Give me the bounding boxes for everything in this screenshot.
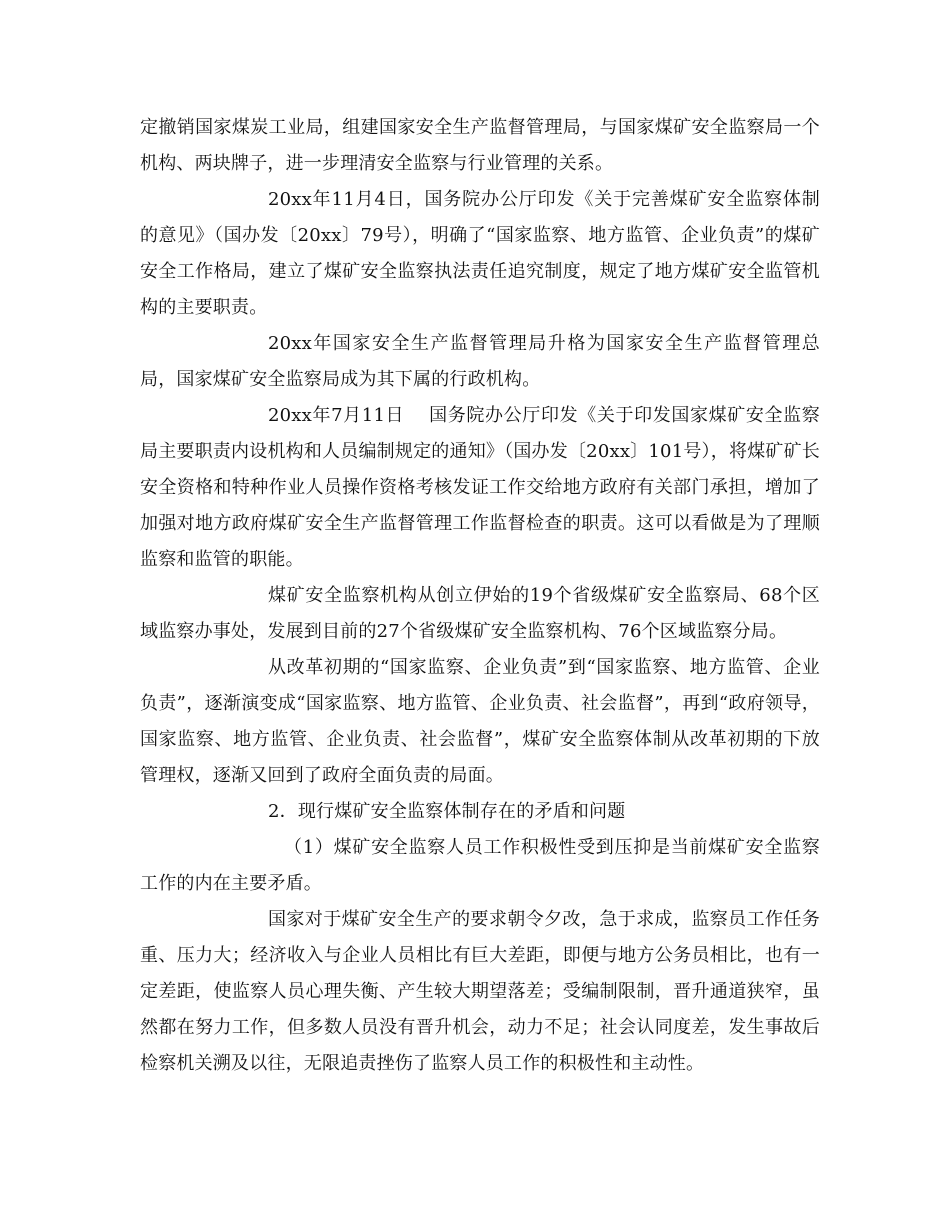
paragraph-general-administration: 20xx年国家安全生产监督管理局升格为国家安全生产监督管理总局，国家煤矿安全监察局成为其下属的行政机构。 [140, 333, 820, 390]
paragraph-morale-issues: 国家对于煤矿安全生产的要求朝令夕改，急于求成，监察员工作任务重、压力大；经济收入与企业人员相比有巨大差距，即便与地方公务员相比，也有一定差距，使监察人员心理失衡、产生较大期望落差；受编制限制，晋升通道狭窄，虽然都在努力工作，但多数人员没有晋升机会，动力不足；社会认同度差，发生事故后检察机关溯及以往，无限追责挫伤了监察人员工作的积极性和主动性。 [140, 909, 820, 1074]
paragraph-continuation: 定撤销国家煤炭工业局，组建国家安全生产监督管理局，与国家煤矿安全监察局一个机构、两块牌子，进一步理清安全监察与行业管理的关系。 [140, 117, 820, 174]
paragraph-2003-opinion: 20xx年11月4日，国务院办公厅印发《关于完善煤矿安全监察体制的意见》（国办发〔20xx〕79号），明确了“国家监察、地方监管、企业负责”的煤矿安全工作格局，建立了煤矿安全监察执法责任追究制度，规定了地方煤矿安全监管机构的主要职责。 [140, 189, 820, 318]
section-heading: 2．现行煤矿安全监察体制存在的矛盾和问题 [268, 801, 626, 822]
subsection-heading: （1）煤矿安全监察人员工作积极性受到压抑是当前煤矿安全监察工作的内在主要矛盾。 [140, 837, 820, 894]
document-body [140, 110, 820, 1082]
paragraph-2008-notice: 20xx年7月11日 国务院办公厅印发《关于印发国家煤矿安全监察局主要职责内设机构和人员编制规定的通知》（国办发〔20xx〕101号），将煤矿矿长安全资格和特种作业人员操作资格考核发证工作交给地方政府有关部门承担，增加了加强对地方政府煤矿安全生产监督管理工作监督检查的职责。这可以看做是为了理顺监察和监管的职能。 [140, 405, 820, 570]
paragraph-system-evolution: 从改革初期的“国家监察、企业负责”到“国家监察、地方监管、企业负责”，逐渐演变成“国家监察、地方监管、企业负责、社会监督”，再到“政府领导，国家监察、地方监管、企业负责、社会监督”，煤矿安全监察体制从改革初期的下放管理权，逐渐又回到了政府全面负责的局面。 [140, 657, 820, 786]
paragraph-agency-growth: 煤矿安全监察机构从创立伊始的19个省级煤矿安全监察局、68个区域监察办事处，发展到目前的27个省级煤矿安全监察机构、76个区域监察分局。 [140, 585, 820, 642]
